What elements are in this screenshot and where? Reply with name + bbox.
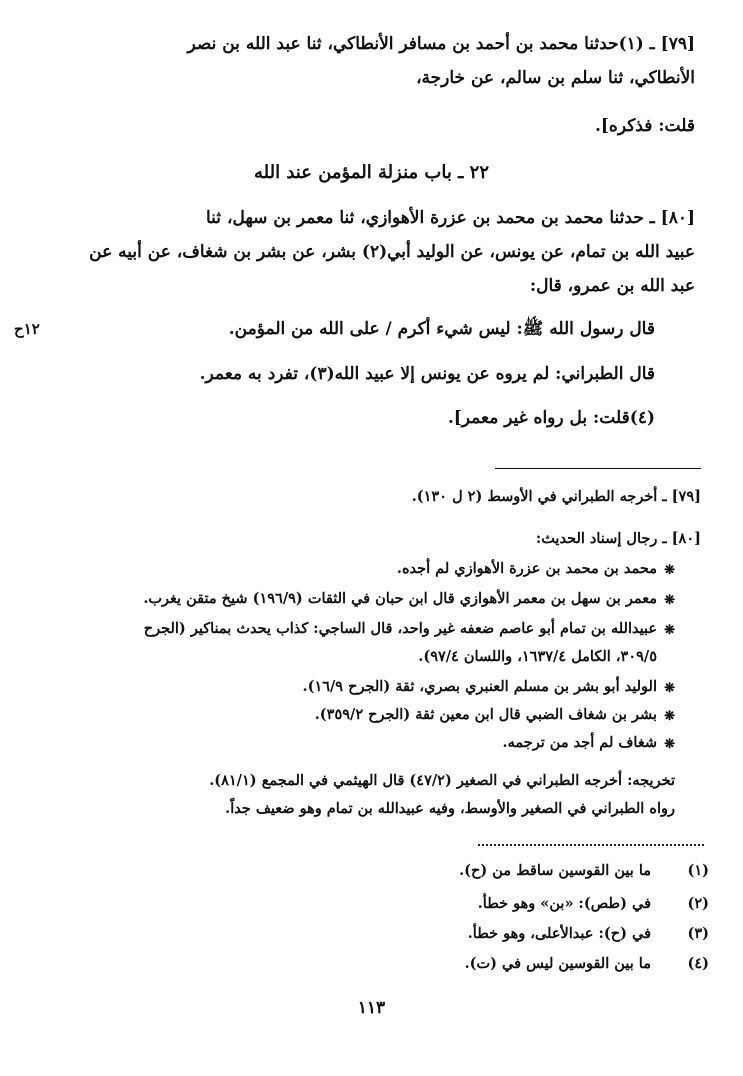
footnote-separator — [495, 468, 701, 469]
entry-80-qult: (٤)قلت: بل رواه غير معمر]. — [447, 408, 655, 428]
bullet-icon: ❋ — [664, 563, 675, 578]
narrator-4: الوليد أبو بشر بن مسلم العنبري بصري، ثقة (الجرح ١٦/٩). — [302, 678, 657, 695]
narrator-5: بشر بن شغاف الضبي قال ابن معين ثقة (الجرح ٣٥٩/٢). — [314, 706, 657, 723]
narrator-1: محمد بن محمد بن عزرة الأهوازي لم أجده. — [396, 560, 657, 577]
bullet-icon: ❋ — [664, 737, 675, 752]
entry-79-line-1: [٧٩] ـ (١)حدثنا محمد بن أحمد بن مسافر الأنطاكي، ثنا عبد الله بن نصر — [187, 34, 695, 54]
entry-79-line-2: الأنطاكي، ثنا سلم بن سالم، عن خارجة، — [416, 68, 695, 88]
takhrij-line-1: تخريجه: أخرجه الطبراني في الصغير (٤٧/٢) قال الهيثمي في المجمع (٨١/١). — [209, 772, 675, 789]
narrator-6: شغاف لم أجد من ترجمه. — [502, 734, 657, 751]
entry-80-line-3: عبد الله بن عمرو، قال: — [529, 276, 695, 296]
variant-4-text: ما بين القوسين ليس في (ت). — [464, 955, 651, 972]
entry-79-line-3: قلت: فذكره]. — [594, 116, 695, 136]
variant-3-number: (٣) — [687, 925, 709, 942]
entry-80-prophet-quote: قال رسول الله ﷺ: ليس شيء أكرم / على الله من المؤمن. — [228, 319, 655, 339]
bullet-icon: ❋ — [664, 623, 675, 638]
margin-manuscript-ref: ١٢ح — [14, 320, 40, 338]
narrator-3: عبيدالله بن تمام أبو عاصم ضعفه غير واحد، قال الساجي: كذاب يحدث بمناكير (الجرح — [143, 620, 657, 637]
variant-4-number: (٤) — [687, 955, 709, 972]
footnote-79: [٧٩] ـ أخرجه الطبراني في الأوسط (٢ ل ١٣٠). — [411, 488, 701, 505]
footnote-80-heading: [٨٠] ـ رجال إسناد الحديث: — [535, 530, 701, 547]
page-number: ١١٣ — [357, 998, 386, 1018]
variants-separator — [478, 844, 704, 846]
chapter-heading: ٢٢ ـ باب منزلة المؤمن عند الله — [253, 162, 490, 183]
narrator-2: معمر بن سهل بن معمر الأهوازي قال ابن حبان في الثقات (١٩٦/٩) شيخ متقن يغرب. — [143, 590, 657, 607]
entry-80-line-2: عبيد الله بن تمام، عن يونس، عن الوليد أبي(٢) بشر، عن بشر بن شغاف، عن أبيه عن — [89, 242, 695, 262]
bullet-icon: ❋ — [664, 681, 675, 696]
variant-1-text: ما بين القوسين ساقط من (ح). — [459, 862, 651, 879]
variant-2-number: (٢) — [687, 895, 709, 912]
takhrij-line-2: رواه الطبراني في الصغير والأوسط، وفيه عبيدالله بن تمام وهو ضعيف جداً. — [225, 800, 675, 817]
entry-80-line-1: [٨٠] ـ حدثنا محمد بن محمد بن عزرة الأهوازي، ثنا معمر بن سهل، ثنا — [206, 208, 695, 228]
variant-2-text: في (طص): «بن» وهو خطأ. — [477, 895, 651, 912]
variant-3-text: في (ح): عبدالأعلى، وهو خطأ. — [467, 925, 651, 942]
narrator-3-continued: ٣٠٩/٥، الكامل ١٦٣٧/٤، واللسان ٩٧/٤). — [418, 648, 657, 665]
variant-1-number: (١) — [687, 862, 709, 879]
bullet-icon: ❋ — [664, 593, 675, 608]
bullet-icon: ❋ — [664, 709, 675, 724]
entry-80-tabarani-remark: قال الطبراني: لم يروه عن يونس إلا عبيد الله(٣)، تفرد به معمر. — [199, 364, 655, 384]
